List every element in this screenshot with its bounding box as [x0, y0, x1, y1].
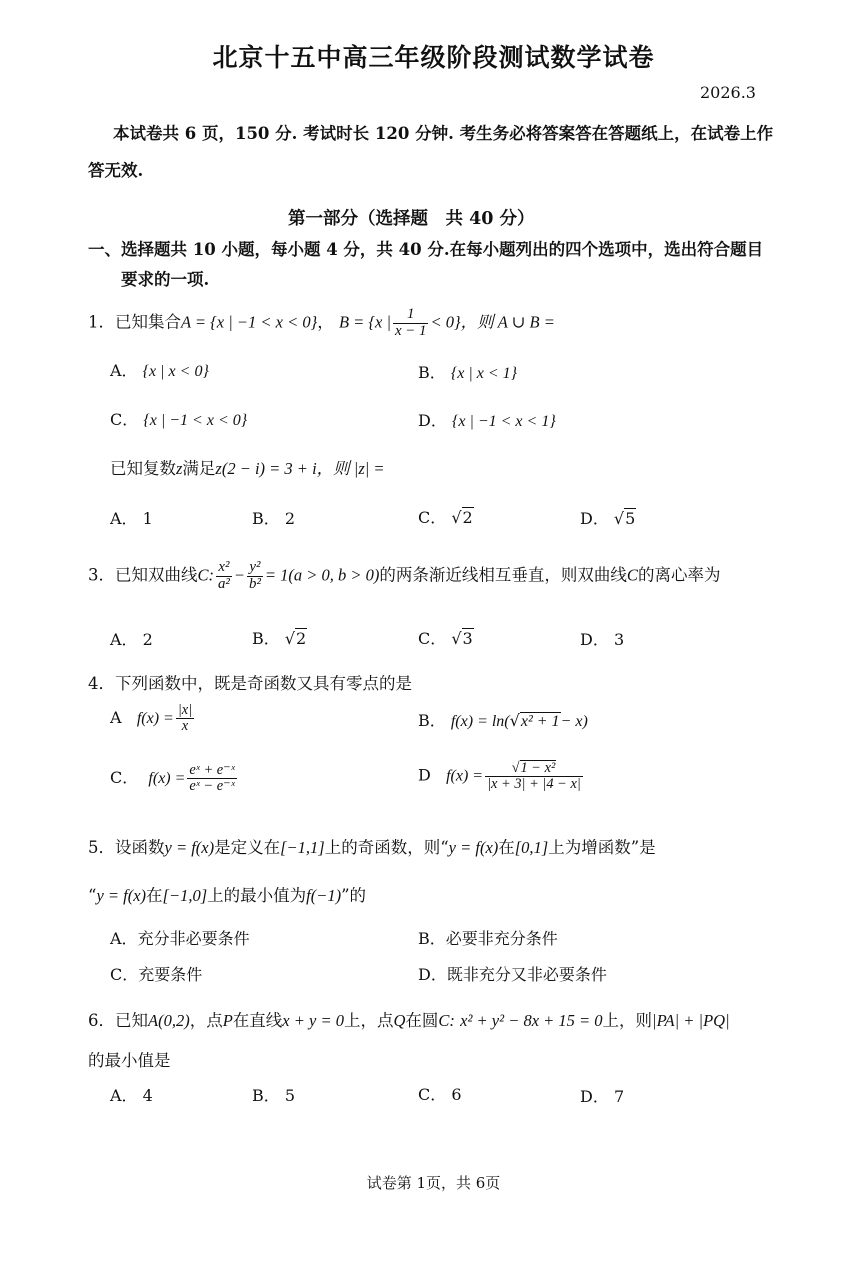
q6-option-a: A． 4: [110, 1086, 153, 1105]
q1-text: 已知集合: [115, 312, 181, 332]
page-footer: 试卷第 1页，共 6页: [366, 1174, 501, 1192]
q1-fraction: [393, 307, 428, 339]
instructions-line-2: 答无效.: [88, 161, 144, 180]
question-5: 5．设函数y = f(x)是定义在[−1,1]上的奇函数，则“y = f(x)在[0,1]上为增函数”是: [88, 838, 656, 857]
q1-set-b-pre: B = {x |: [338, 312, 391, 332]
part1-title: 第一部分（选择题 共 40 分）: [288, 209, 535, 229]
q1-set-a: A = {x | −1 < x < 0}: [181, 312, 318, 332]
q6-option-d: D． 7: [580, 1087, 625, 1106]
q2-option-b: B． 2: [252, 509, 296, 528]
q2-option-d: D． √5: [580, 509, 636, 528]
q4-option-a: A f(x) = $\frac{|x|}{x}$: [110, 702, 193, 735]
q1-option-d: D． {x | −1 < x < 1}: [418, 411, 556, 430]
q1-ask: ，则 A ∪ B =: [460, 312, 555, 332]
part1-intro-2: 要求的一项.: [121, 270, 210, 289]
question-6: 6．已知A(0,2)，点P在直线x + y = 0上，点Q在圆C: x² + y² − 8x + 15 = 0上，则|PA| + |PQ|: [88, 1011, 730, 1030]
q5-option-c: C．充要条件: [110, 965, 203, 984]
q1-option-c: C． {x | −1 < x < 0}: [110, 410, 248, 429]
q1-frac-den: x − 1: [395, 322, 427, 339]
q5-option-d: D．既非充分又非必要条件: [418, 965, 607, 984]
q1-comma: ，: [317, 312, 334, 332]
q1-option-b: B． {x | x < 1}: [418, 363, 518, 382]
question-4: 4．下列函数中，既是奇函数又具有零点的是: [88, 674, 412, 693]
q3-option-c: C． √3: [418, 629, 473, 648]
exam-date: 2026.3: [700, 83, 756, 102]
q4-option-b: B． f(x) = ln(√x² + 1− x): [418, 711, 588, 730]
q2-option-c: C． √2: [418, 508, 473, 527]
q1-set-b-post: < 0}: [430, 312, 461, 332]
q4-option-c: C． f(x) = $\frac{\text{eˣ + e⁻ˣ}}{\text{eˣ − e⁻ˣ}}$: [110, 762, 235, 795]
question-5-line-2: “y = f(x)在[−1,0]上的最小值为f(−1)”的: [88, 886, 367, 905]
q3-option-a: A． 2: [110, 630, 153, 649]
q5-option-a: A．充分非必要条件: [110, 929, 250, 948]
part1-intro-1: 一、选择题共 10 小题，每小题 4 分，共 40 分.在每小题列出的四个选项中，选出符合题目: [88, 240, 764, 259]
q4-option-d: D f(x) = $\frac{\text{√1 − x²}}{|x + 3| + |4 - x|}$: [418, 760, 581, 793]
instructions-line-1: 本试卷共 6 页，150 分. 考试时长 120 分钟. 考生务必将答案答在答题纸上，在试卷上作: [113, 124, 774, 143]
q3-option-b: B． √2: [252, 629, 307, 648]
question-2: 已知复数z满足z(2 − i) = 3 + i，则 |z| =: [110, 459, 385, 478]
page-title: 北京十五中高三年级阶段测试数学试卷: [212, 43, 655, 72]
question-1: [88, 307, 555, 339]
q1-option-a: A． {x | x < 0}: [110, 361, 209, 380]
q1-frac-num: 1: [393, 307, 428, 324]
question-3: 3．已知双曲线C: $\frac{\text{x²}}{\text{a²}}$ − $\frac{\text{y²}}{\text{b²}}$ = 1(a > 0, b > 0)的两条渐近线相互垂直，则双曲线C的离心率为: [88, 559, 721, 592]
question-6-line-2: 的最小值是: [88, 1051, 171, 1070]
q6-option-b: B． 5: [252, 1086, 296, 1105]
q3-option-d: D． 3: [580, 630, 625, 649]
q5-option-b: B．必要非充分条件: [418, 929, 558, 948]
q1-number: 1．: [88, 312, 115, 332]
q2-option-a: A． 1: [110, 509, 153, 528]
q6-option-c: C． 6: [418, 1085, 462, 1104]
